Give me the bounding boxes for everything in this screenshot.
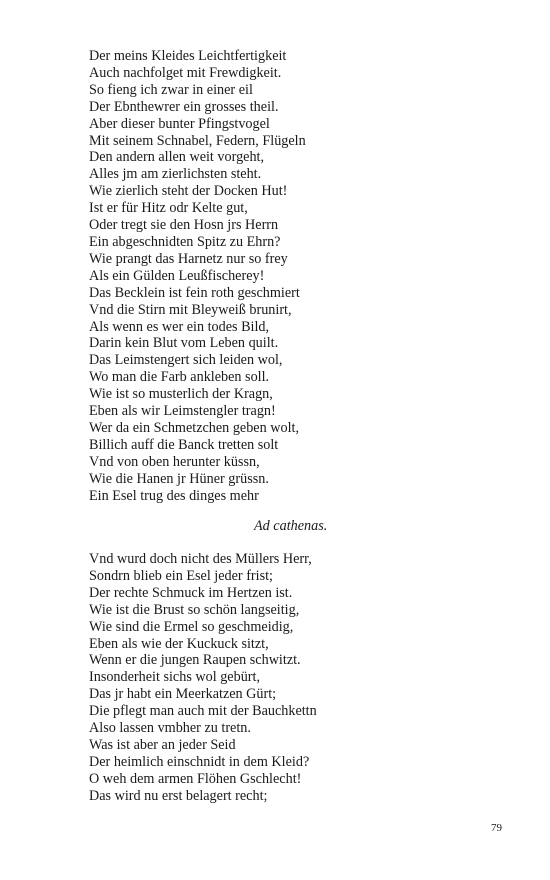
- verse-line: Das wird nu erst belagert recht;: [89, 787, 268, 804]
- verse-line: Ein Esel trug des dinges mehr: [89, 487, 259, 504]
- verse-line: Den andern allen weit vorgeht,: [89, 149, 265, 166]
- verse-line: Wer da ein Schmetzchen geben wolt,: [89, 419, 300, 436]
- verse-line: Als ein Gülden Leußfischerey!: [89, 267, 265, 284]
- verse-line: Der Ebnthewrer ein grosses theil.: [89, 98, 279, 115]
- verse-line: Wie zierlich steht der Docken Hut!: [89, 183, 288, 200]
- verse-line: Sondrn blieb ein Esel jeder frist;: [89, 567, 274, 584]
- verse-line: Wie prangt das Harnetz nur so frey: [89, 250, 288, 267]
- verse-line: Wie ist so musterlich der Kragn,: [89, 386, 273, 403]
- verse-line: Auch nachfolget mit Frewdigkeit.: [89, 64, 282, 81]
- verse-line: Insonderheit sichs wol gebürt,: [89, 669, 261, 686]
- verse-line: Darin kein Blut vom Leben quilt.: [89, 335, 279, 352]
- section-heading: Ad cathenas.: [254, 518, 328, 534]
- verse-line: Also lassen vmbher zu tretn.: [89, 720, 251, 737]
- verse-line: Das Leimstengert sich leiden wol,: [89, 352, 283, 369]
- verse-line: Alles jm am zierlichsten steht.: [89, 166, 262, 183]
- poem-stanza-1: [89, 48, 489, 504]
- verse-line: Der meins Kleides Leichtfertigkeit: [89, 48, 287, 64]
- verse-line: Der rechte Schmuck im Hertzen ist.: [89, 584, 293, 601]
- verse-line: Eben als wie der Kuckuck sitzt,: [89, 635, 269, 652]
- verse-line: O weh dem armen Flöhen Gschlecht!: [89, 770, 302, 787]
- poem-stanza-2: [89, 551, 489, 805]
- verse-line: Billich auff die Banck tretten solt: [89, 436, 279, 453]
- verse-line: Ist er für Hitz odr Kelte gut,: [89, 200, 248, 217]
- verse-line: Was ist aber an jeder Seid: [89, 736, 236, 753]
- verse-line: Das jr habt ein Meerkatzen Gürt;: [89, 686, 277, 703]
- verse-line: Oder tregt sie den Hosn jrs Herrn: [89, 217, 279, 234]
- verse-line: Aber dieser bunter Pfingstvogel: [89, 115, 270, 132]
- verse-line: So fieng ich zwar in einer eil: [89, 81, 253, 98]
- verse-line: Vnd von oben herunter küssn,: [89, 453, 260, 470]
- verse-line: Wie die Hanen jr Hüner grüssn.: [89, 470, 269, 487]
- verse-line: Wie ist die Brust so schön langseitig,: [89, 601, 300, 618]
- verse-line: Ein abgeschnidten Spitz zu Ehrn?: [89, 233, 281, 250]
- verse-line: Eben als wir Leimstengler tragn!: [89, 403, 276, 420]
- verse-line: Der heimlich einschnidt in dem Kleid?: [89, 753, 310, 770]
- verse-line: Das Becklein ist fein roth geschmiert: [89, 284, 300, 301]
- verse-line: Vnd die Stirn mit Bleyweiß brunirt,: [89, 301, 292, 318]
- verse-line: Wo man die Farb ankleben soll.: [89, 369, 270, 386]
- verse-line: Mit seinem Schnabel, Federn, Flügeln: [89, 132, 306, 149]
- verse-line: Wenn er die jungen Raupen schwitzt.: [89, 652, 301, 669]
- verse-line: Vnd wurd doch nicht des Müllers Herr,: [89, 551, 312, 567]
- verse-line: Wie sind die Ermel so geschmeidig,: [89, 618, 294, 635]
- page-number: 79: [491, 822, 502, 834]
- verse-line: Als wenn es wer ein todes Bild,: [89, 318, 270, 335]
- verse-line: Die pflegt man auch mit der Bauchkettn: [89, 703, 317, 720]
